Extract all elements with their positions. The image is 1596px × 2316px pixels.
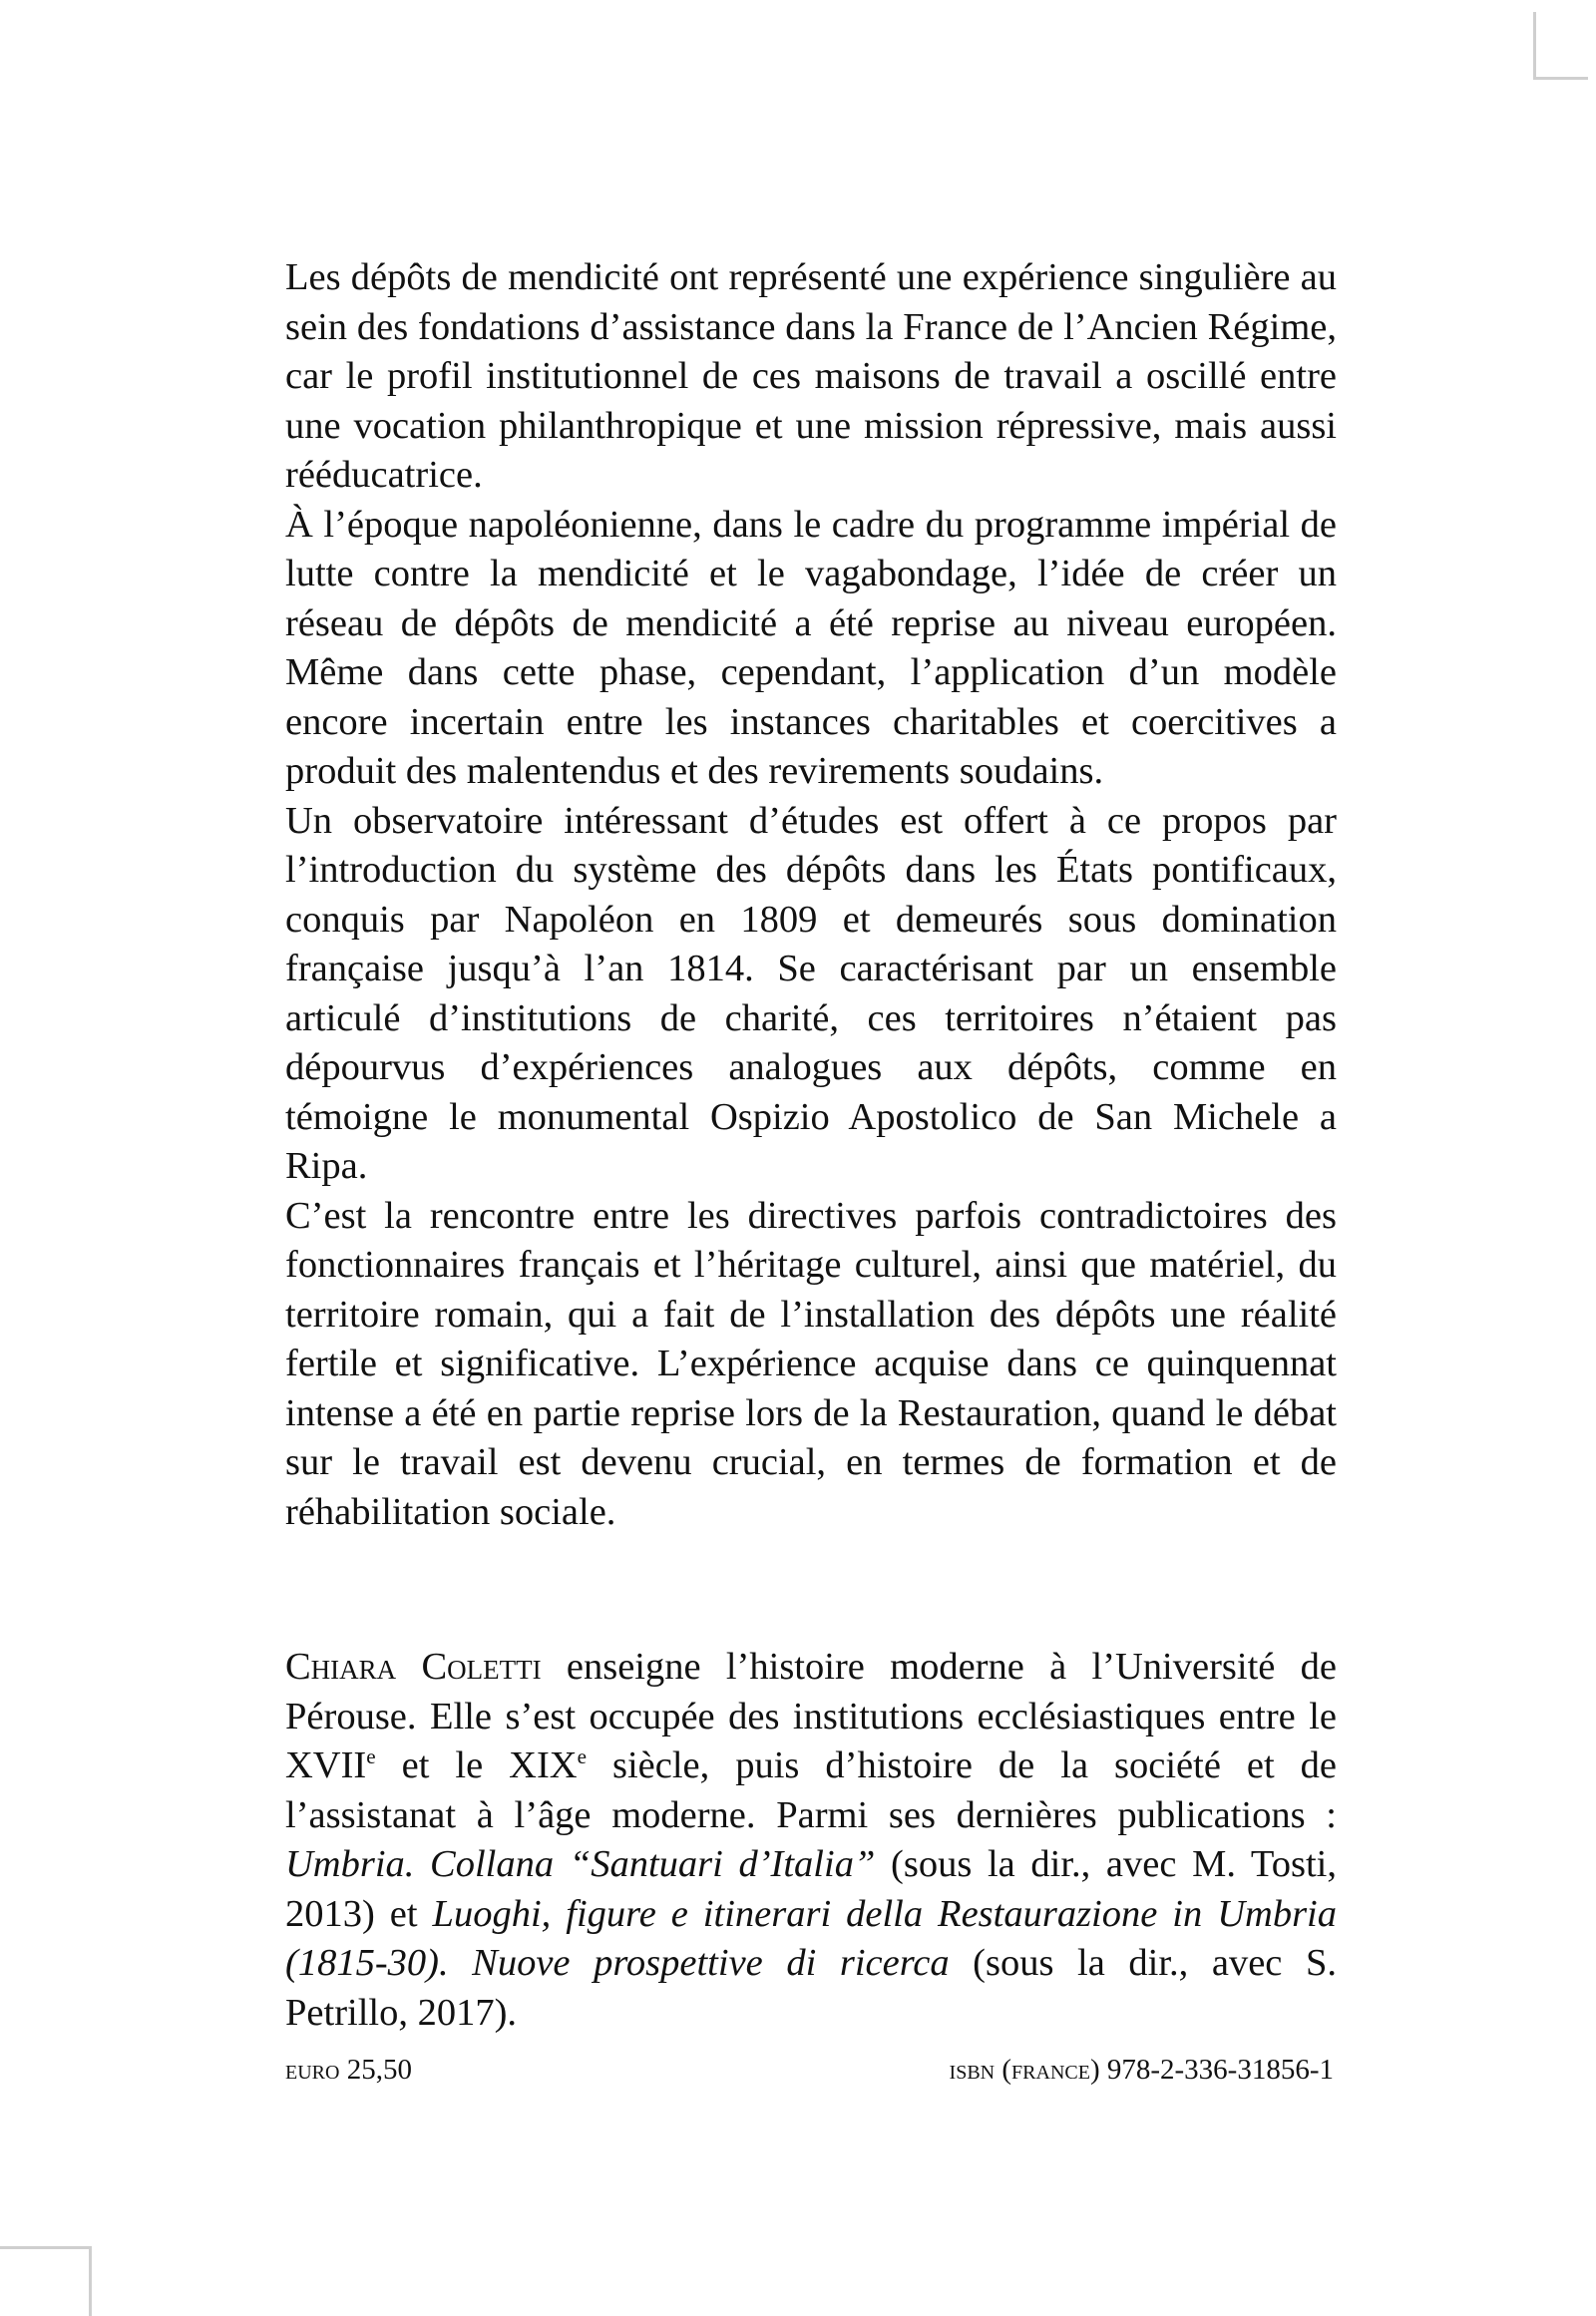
summary-paragraph: Les dépôts de mendicité ont représenté une expérience singulière au sein des fondations d’assistance dans la France de l’Ancien Régime, car le profil institutionnel de ces maisons de travail a oscillé entre une vocation philanthropique et une mission répressive, mais aussi rééducatrice.: [285, 256, 1337, 496]
century-numeral: XVII: [285, 1744, 367, 1786]
crop-mark-bottom-left-horizontal: [0, 2246, 92, 2249]
summary-paragraph: Un observatoire intéressant d’études est offert à ce propos par l’introduction du système des dépôts dans les États pontificaux, conquis par Napoléon en 1809 et demeurés sous domination française jusqu’à l’an 1814. Se caractérisant par un ensemble articulé d’institutions de charité, ces territoires n’étaient pas dépourvus d’expériences analogues aux dépôts, comme en témoigne le monumental Ospizio Apostolico de San Michele a Ripa.: [285, 799, 1337, 1187]
crop-mark-top-right-horizontal: [1533, 77, 1588, 80]
summary-paragraph: À l’époque napoléonienne, dans le cadre du programme impérial de lutte contre la mendicité et le vagabondage, l’idée de créer un réseau de dépôts de mendicité a été reprise au niveau européen. Même dans cette phase, cependant, l’application d’un modèle encore incertain entre les instances charitables et coercitives a produit des malentendus et des revirements soudains.: [285, 503, 1337, 792]
century-superscript: e: [366, 1744, 376, 1769]
isbn-value: 978-2-336-31856-1: [1106, 2054, 1334, 2086]
summary-text: [285, 253, 1337, 1537]
isbn: [950, 2052, 1334, 2088]
crop-mark-bottom-left-vertical: [89, 2246, 92, 2316]
bio-text: enseigne l’histoire moderne à l’Université de Pérouse. Elle s’est occupée des institutions ecclésiastiques entre le: [285, 1646, 1337, 1737]
price: [285, 2052, 412, 2088]
crop-mark-top-right-vertical: [1533, 12, 1536, 80]
century-superscript: e: [577, 1744, 587, 1769]
bio-text: siècle, puis d’histoire de la société et de l’assistanat à l’âge moderne. Parmi ses dernières publications :: [285, 1744, 1337, 1836]
author-name: Chiara Coletti: [285, 1646, 542, 1688]
bio-text: et le: [375, 1744, 510, 1786]
summary-paragraph: C’est la rencontre entre les directives parfois contradictoires des fonctionnaires français et l’héritage culturel, ainsi que matériel, du territoire romain, qui a fait de l’installation des dépôts une réalité fertile et significative. L’expérience acquise dans ce quinquennat intense a été en partie reprise lors de la Restauration, quand le débat sur le travail est devenu crucial, en termes de formation et de réhabilitation sociale.: [285, 1194, 1337, 1533]
author-bio: [285, 1643, 1337, 2038]
isbn-label: isbn: [949, 2054, 996, 2086]
price-label: euro: [285, 2054, 340, 2086]
century-numeral: XIX: [509, 1744, 578, 1786]
publication-details: (sous la dir., avec S. Petrillo, 2017).: [285, 1942, 1337, 2034]
publication-details: (sous la dir., avec M. Tosti, 2013) et: [285, 1843, 1337, 1935]
isbn-country: (france): [1001, 2054, 1100, 2086]
price-value: 25,50: [346, 2054, 412, 2086]
publication-title: Umbria. Collana “Santuari d’Italia”: [285, 1843, 876, 1885]
author-bio-paragraph: [285, 1643, 1337, 2038]
publication-title: Luoghi, figure e itinerari della Restaurazione in Umbria (1815-30). Nuove prospettive di ricerca: [285, 1892, 1337, 1984]
